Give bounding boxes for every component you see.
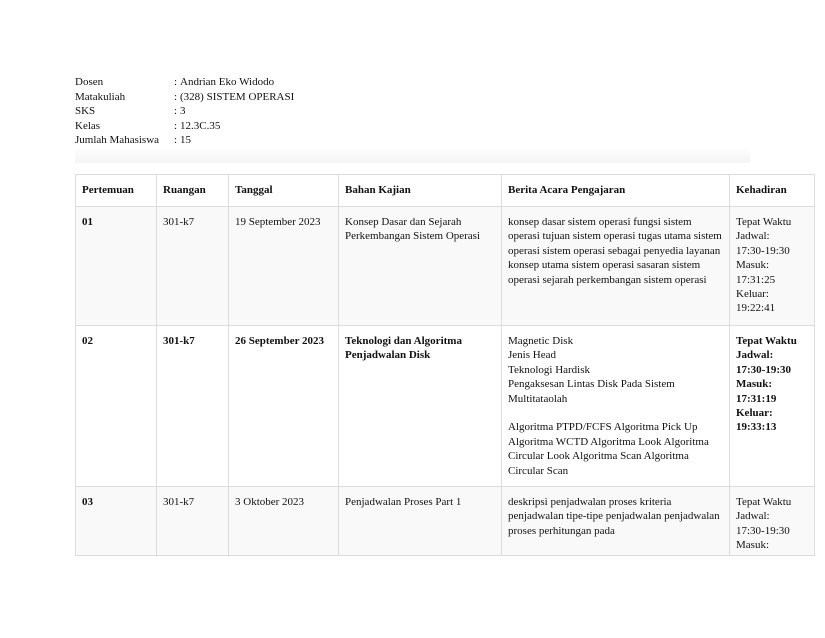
table-header-row: [76, 175, 815, 207]
kehadiran-masuk-label: Masuk:: [736, 259, 769, 272]
berita-line: Jenis Head: [508, 349, 556, 362]
kehadiran-jadwal: 17:30-19:30: [736, 244, 790, 257]
cell-berita-acara: [502, 207, 730, 326]
teaching-report-table: [75, 174, 815, 556]
kehadiran-jadwal-label: Jadwal:: [736, 230, 770, 243]
info-label: Dosen: [75, 76, 104, 88]
info-separator: :: [174, 76, 178, 88]
kehadiran-jadwal-label: Jadwal:: [736, 349, 774, 362]
info-separator: :: [174, 105, 178, 117]
kehadiran-keluar: 19:33:13: [736, 421, 777, 434]
berita-line: konsep dasar sistem operasi fungsi sistem operasi tujuan sistem operasi tugas utama sistem operasi sistem operasi sebagai penyedia layanan konsep utama sistem operasi sasaran sistem operasi sejarah perkembangan sistem operasi: [508, 216, 722, 286]
divider-band: [75, 149, 750, 163]
info-label: Kelas: [75, 119, 101, 132]
info-separator: :: [174, 134, 178, 146]
cell-bahan-kajian: Teknologi dan Algoritma Penjadwalan Disk: [339, 326, 502, 487]
kehadiran-keluar-label: Keluar:: [736, 288, 769, 301]
header-bahan-kajian: Bahan Kajian: [339, 175, 502, 207]
header-tanggal: Tanggal: [229, 175, 339, 207]
cell-pertemuan: 01: [76, 207, 157, 326]
info-label: Matakuliah: [75, 90, 126, 103]
cell-bahan-kajian: Penjadwalan Proses Part 1: [339, 487, 502, 556]
cell-kehadiran: [730, 487, 815, 556]
kehadiran-jadwal-label: Jadwal:: [736, 510, 770, 523]
berita-line: Algoritma PTPD/FCFS Algoritma Pick Up Algoritma WCTD Algoritma Look Algoritma Circular Look Algoritma Scan Algoritma Circular Scan: [508, 421, 709, 477]
kehadiran-masuk-label: Masuk:: [736, 539, 769, 552]
kehadiran-masuk-label: Masuk:: [736, 378, 773, 391]
info-row-jumlah-mahasiswa: [75, 133, 294, 148]
cell-ruangan: 301-k7: [157, 487, 229, 556]
kehadiran-jadwal: 17:30-19:30: [736, 363, 791, 376]
info-value: 15: [180, 134, 191, 146]
cell-kehadiran: [730, 207, 815, 326]
kehadiran-masuk: 17:31:19: [736, 392, 777, 405]
info-value: (328) SISTEM OPERASI: [180, 90, 295, 103]
table-row: [76, 207, 815, 326]
info-label: Jumlah Mahasiswa: [75, 134, 160, 146]
table-row: [76, 326, 815, 487]
cell-berita-acara: [502, 487, 730, 556]
kehadiran-jadwal: 17:30-19:30: [736, 524, 790, 537]
table-row: [76, 487, 815, 556]
kehadiran-keluar-label: Keluar:: [736, 407, 773, 420]
cell-pertemuan: 02: [76, 326, 157, 487]
cell-tanggal: 19 September 2023: [229, 207, 339, 326]
kehadiran-keluar: 19:22:41: [736, 302, 776, 315]
cell-tanggal: 3 Oktober 2023: [229, 487, 339, 556]
berita-blank-line: [508, 406, 723, 420]
berita-line: deskripsi penjadwalan proses kriteria penjadwalan tipe-tipe penjadwalan penjadwalan proses perhitungan pada: [508, 496, 720, 537]
berita-line: Magnetic Disk: [508, 335, 574, 347]
info-value: Andrian Eko Widodo: [180, 76, 275, 88]
info-separator: :: [174, 90, 178, 103]
kehadiran-masuk: 17:31:25: [736, 273, 776, 286]
header-pertemuan: Pertemuan: [76, 175, 157, 207]
cell-ruangan: 301-k7: [157, 326, 229, 487]
cell-berita-acara: [502, 326, 730, 487]
info-value: 12.3C.35: [180, 119, 221, 132]
header-berita-acara: Berita Acara Pengajaran: [502, 175, 730, 207]
info-row-kelas: [75, 119, 294, 134]
header-ruangan: Ruangan: [157, 175, 229, 207]
cell-bahan-kajian: Konsep Dasar dan Sejarah Perkembangan Sistem Operasi: [339, 207, 502, 326]
info-value: 3: [180, 105, 186, 117]
kehadiran-status: Tepat Waktu: [736, 496, 792, 509]
kehadiran-status: Tepat Waktu: [736, 335, 797, 347]
info-row-matakuliah: [75, 90, 294, 105]
cell-kehadiran: [730, 326, 815, 487]
cell-tanggal: 26 September 2023: [229, 326, 339, 487]
info-row-sks: [75, 104, 294, 119]
kehadiran-status: Tepat Waktu: [736, 216, 792, 228]
berita-line: Pengaksesan Lintas Disk Pada Sistem Multitataolah: [508, 378, 675, 405]
cell-ruangan: 301-k7: [157, 207, 229, 326]
berita-line: Teknologi Hardisk: [508, 363, 591, 376]
info-row-dosen: [75, 75, 294, 90]
info-label: SKS: [75, 105, 96, 117]
course-info: [75, 75, 294, 148]
header-kehadiran: Kehadiran: [730, 175, 815, 207]
cell-pertemuan: 03: [76, 487, 157, 556]
info-separator: :: [174, 119, 178, 132]
